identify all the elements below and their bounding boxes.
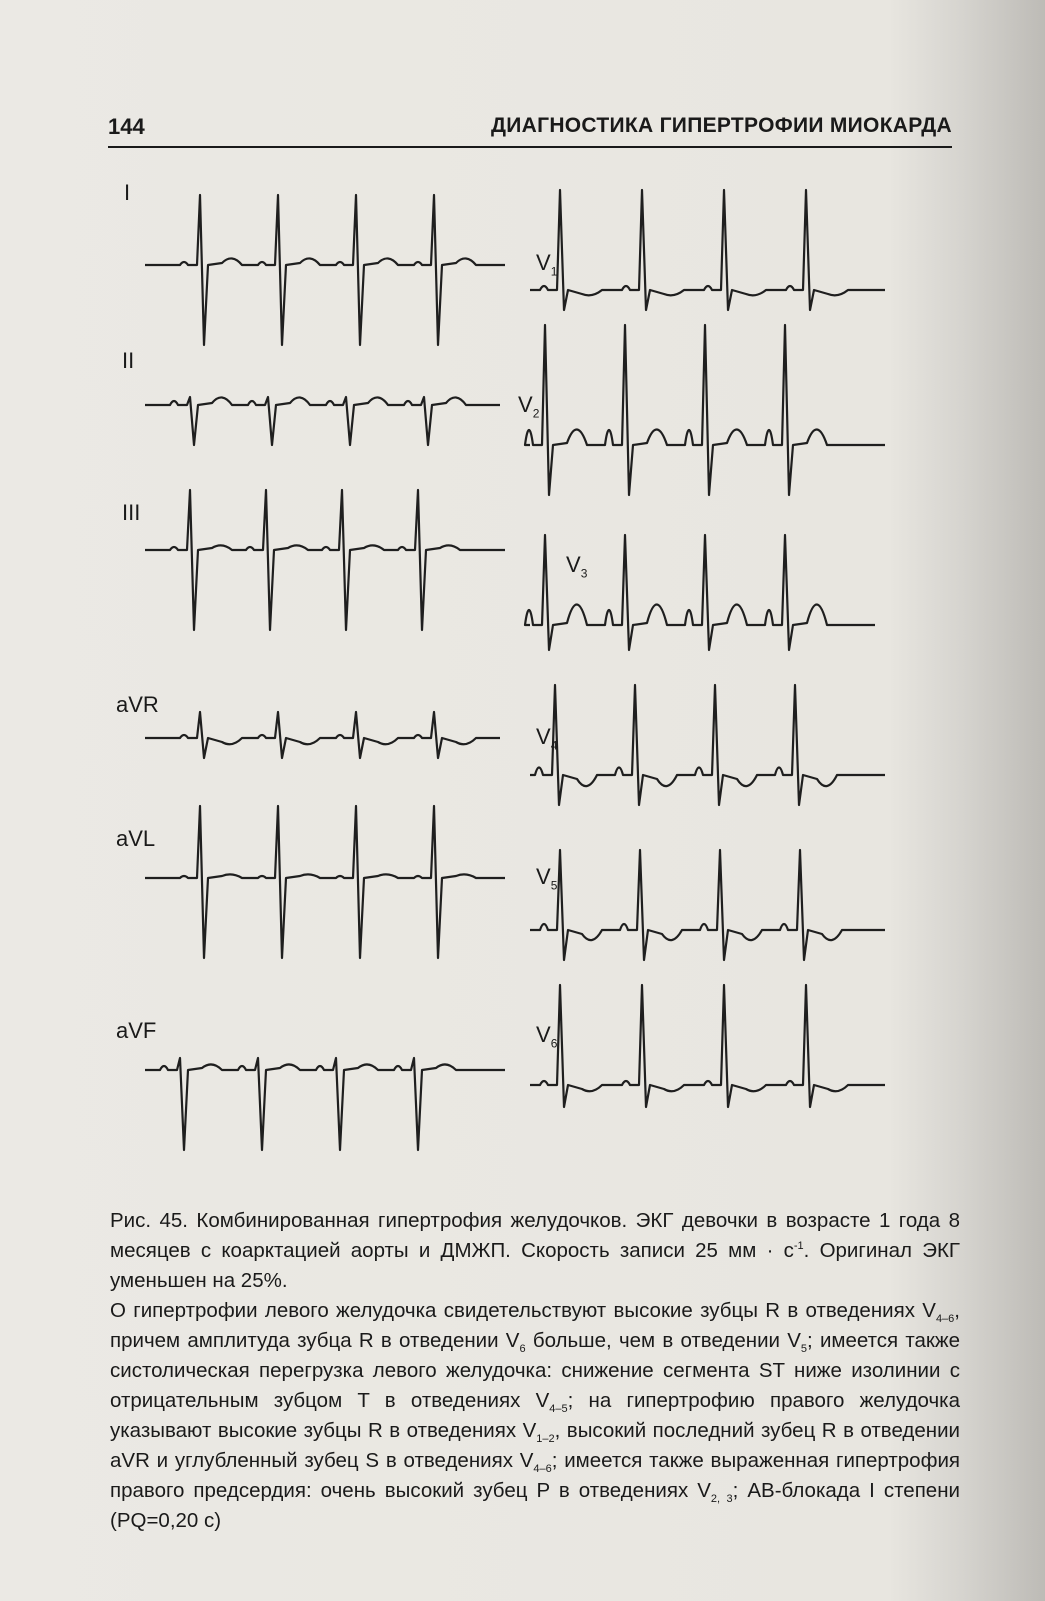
lead-label-V6: $V_6$ <box>536 1022 558 1051</box>
trace-aVL <box>145 806 505 958</box>
page-number: 144 <box>108 114 145 139</box>
page-header <box>108 112 952 148</box>
running-title: ДИАГНОСТИКА ГИПЕРТРОФИИ МИОКАРДА <box>491 114 952 137</box>
caption-body: О гипертрофии левого желудочка свидетельствуют высокие зубцы R в отведениях $V_{4-6}$, причем амплитуда зубца R в отведении $V_6$ больше, чем в отведении $V_5$; имеется также систолическая перегрузка левого желудочка: снижение сегмента ST ниже изолинии с отрицательным зубцом T в отведениях $V_{4-5}$; на гипертрофию правого желудочка указывают высокие зубцы R в отведениях $V_{1-2}$, высокий последний зубец R в отведении aVR и углубленный зубец S в отведениях $V_{4-6}$; имеется также выраженная гипертрофия правого предсердия: очень высокий зубец P в отведениях $V_{2, 3}$; АВ-блокада I степени (PQ=0,20 с) <box>110 1299 960 1532</box>
trace-V2 <box>525 325 885 495</box>
figure-caption <box>110 1206 960 1536</box>
ecg-traces <box>100 170 960 1160</box>
trace-aVR <box>145 712 500 758</box>
trace-III <box>145 490 505 630</box>
ecg-figure <box>100 170 960 1160</box>
lead-label-V4: $V_4$ <box>536 724 558 753</box>
lead-label-V1: $V_1$ <box>536 250 558 279</box>
lead-label-I: I <box>124 180 131 205</box>
trace-II <box>145 397 500 445</box>
trace-V5 <box>530 850 885 960</box>
lead-label-aVF: aVF <box>116 1018 157 1043</box>
trace-V4 <box>530 685 885 805</box>
lead-label-V5: $V_5$ <box>536 864 558 893</box>
lead-label-III: III <box>122 500 141 525</box>
trace-I <box>145 195 505 345</box>
trace-aVF <box>145 1058 505 1150</box>
trace-V6 <box>530 985 885 1107</box>
trace-V1 <box>530 190 885 310</box>
lead-label-V3: $V_3$ <box>566 552 588 581</box>
lead-label-aVR: aVR <box>116 692 159 717</box>
lead-label-V2: $V_2$ <box>518 392 540 421</box>
lead-label-aVL: aVL <box>116 826 156 851</box>
caption-title: Рис. 45. Комбинированная гипертрофия желудочков. ЭКГ девочки в возрасте 1 года 8 месяцев с коарктацией аорты и ДМЖП. Скорость записи 25 мм · $с^{-1}$. Оригинал ЭКГ уменьшен на 25%. <box>110 1209 960 1292</box>
lead-label-II: II <box>122 348 135 373</box>
